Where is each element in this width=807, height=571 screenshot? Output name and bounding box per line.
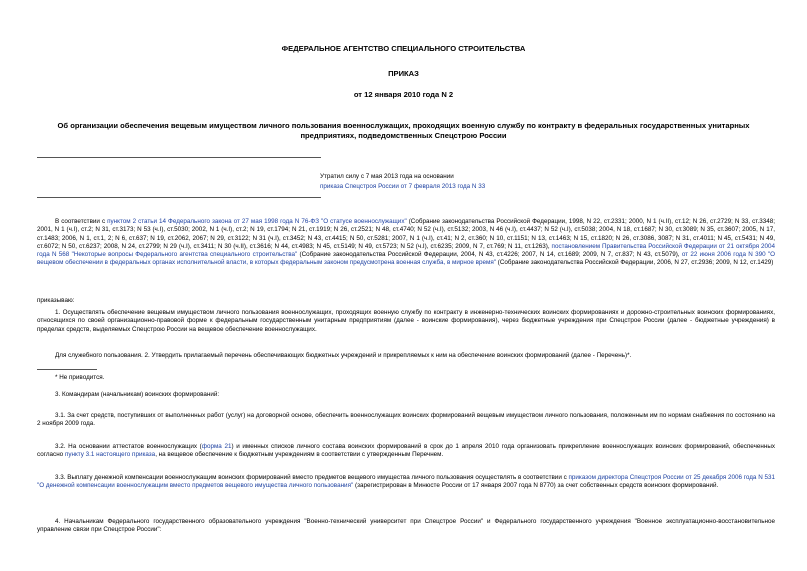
- paragraph-1: 1. Осуществлять обеспечение вещевым имуществом личного пользования военнослужащих, проходящих военную службу по контракту в инженерно-технических воинских формированиях и дорожно-строительных воинских формированиях, относящихся по своей организационно-правовой форме к федеральным государственным унитарным предприятиям (далее - воинские формирования), через бюджетные учреждения при Спецстрое России (далее - бюджетные учреждения) в пределах средств, выделяемых Спецстрою России на вещевое обеспечение военнослужащих.: [37, 309, 775, 333]
- clause-3-1-link[interactable]: пункту 3.1 настоящего приказа: [64, 451, 156, 459]
- p32-text-3: , на вещевое обеспечение к бюджетным учреждениям в соответствии с утвержденным Перечнем.: [155, 451, 444, 459]
- p32-text-1: 3.2. На основании аттестатов военнослужащих (: [55, 443, 202, 450]
- divider-bottom: [37, 197, 321, 198]
- orders-line: приказываю:: [37, 297, 75, 304]
- paragraph-3-2: [37, 443, 775, 460]
- order-531-link[interactable]: приказом директора Спецстроя России от 25 декабря 2006 года N 531 "О денежной компенсации военнослужащим вместо предметов вещевого имущества личного пользования": [37, 474, 775, 490]
- divider-top: [37, 157, 321, 158]
- status-text: Утратил силу с 7 мая 2013 года на основании: [320, 173, 454, 180]
- decree-link-390[interactable]: от 22 июня 2006 года N 390 "О вещевом обеспечении в федеральных органах исполнительной власти, в которых федеральным законом предусмотрена военная служба, в мирное время": [37, 251, 775, 267]
- p33-text-1: 3.3. Выплату денежной компенсации военнослужащим воинских формирований вместо предметов вещевого имущества личного пользования осуществлять в соответствии с: [55, 474, 569, 481]
- document-date-number: от 12 января 2010 года N 2: [353, 90, 454, 99]
- footnote: * Не приводится.: [55, 374, 105, 381]
- status-block: [320, 172, 660, 192]
- preamble-text-1: В соответствии с: [55, 218, 108, 225]
- paragraph-3-1: 3.1. За счет средств, поступивших от выполненных работ (услуг) на договорной основе, обеспечить военнослужащих воинских формирований вещевым имуществом личного пользования, положенным им по нормам снабжения по состоянию на 2 ноября 2009 года.: [37, 412, 775, 428]
- status-link[interactable]: приказа Спецстроя России от 7 февраля 2013 года N 33: [320, 183, 486, 191]
- preamble-text-4: (Собрание законодательства Российской Федерации, 2006, N 27, ст.2936; 2009, N 12, ст.1429): [495, 259, 774, 267]
- paragraph-3: 3. Командирам (начальникам) воинских формирований:: [55, 391, 220, 398]
- document-type: ПРИКАЗ: [388, 69, 419, 78]
- preamble-text-2: (Собрание законодательства Российской Федерации, 1998, N 22, ст.2331; 2000, N 1 (ч.II), ст.12; N 26, ст.2729; N 33, ст.3348; 2001, N 1 (ч.I), ст.2; N 31, ст.3173; N 53 (ч.I), ст.5030; 2002, N 1 (ч.I), ст.2; N 19, ст.1794; N 21, ст.1919; N 26, ст.2521; N 48, ст.4740; N 52 (ч.I), ст.5132; 2003, N 46 (ч.I), ст.4437; N 52 (ч.I), ст.5038; 2004, N 18, ст.1687; N 30, ст.3089; N 35, ст.3607; 2005, N 17, ст.1483; 2006, N 1, ст.1, 2; N 6, ст.637; N 19, ст.2062, 2067; N 29, ст.3122; N 31 (ч.I), ст.3452; N 43, ст.4415; N 50, ст.5281; 2007, N 1 (ч.I), ст.41; N 2, ст.360; N 10, ст.1151; N 13, ст.1463; N 15, ст.1820; N 26, ст.3086, 3087; N 31, ст.4011; N 45, ст.5431; N 49, ст.6072; N 50, ст.6237; 2008, N 24, ст.2799; N 29 (ч.I), ст.3411; N 30 (ч.II), ст.3616; N 44, ст.4983; N 45, ст.5149; N 49, ст.5723; N 52 (ч.I), ст.6235; 2009, N 7, ст.769; N 11, ст.1263),: [37, 218, 776, 250]
- agency-name: ФЕДЕРАЛЬНОЕ АГЕНТСТВО СПЕЦИАЛЬНОГО СТРОИТЕЛЬСТВА: [281, 44, 526, 53]
- paragraph-2: Для служебного пользования. 2. Утвердить прилагаемый перечень обеспечивающих бюджетных учреждений и прикрепляемых к ним на обеспечение воинских формирований (далее - Перечень)*.: [55, 352, 632, 359]
- paragraph-3-3: [37, 474, 775, 491]
- preamble-paragraph: [37, 218, 775, 268]
- decree-link-568[interactable]: постановлением Правительства Российской Федерации от 21 октября 2004 года N 568 "Некоторые вопросы Федерального агентства специального строительства": [37, 242, 775, 259]
- preamble-text-3: (Собрание законодательства Российской Федерации, 2004, N 43, ст.4226; 2007, N 14, ст.1689; 2009, N 7, ст.837; N 43, ст.5079),: [297, 251, 682, 259]
- footnote-divider: [37, 369, 97, 370]
- form-21-link[interactable]: форма 21: [201, 443, 232, 450]
- paragraph-4: 4. Начальникам Федерального государственного образовательного учреждения "Военно-технический университет при Спецстрое России" и Федерального государственного учреждения "Военное эксплуатационно-восстановительное управление связи при Спецстрое России":: [37, 518, 775, 534]
- law-link-76fz[interactable]: пунктом 2 статьи 14 Федерального закона от 27 мая 1998 года N 76-ФЗ "О статусе военнослужащих": [107, 218, 407, 225]
- p33-text-2: (зарегистрирован в Минюсте России от 17 января 2007 года N 8770) за счет собственных средств воинских формирований.: [353, 482, 719, 490]
- document-title: Об организации обеспечения вещевым имуществом личного пользования военнослужащих, проходящих военную службу по контракту в федеральных государственных унитарных предприятиях, подведомственных Спецстрою России: [57, 121, 750, 140]
- p32-text-2: ) и именных списков личного состава воинских формирований в срок до 1 апреля 2010 года организовать прикрепление военнослужащих воинских формирований, обеспеченных согласно: [37, 443, 775, 459]
